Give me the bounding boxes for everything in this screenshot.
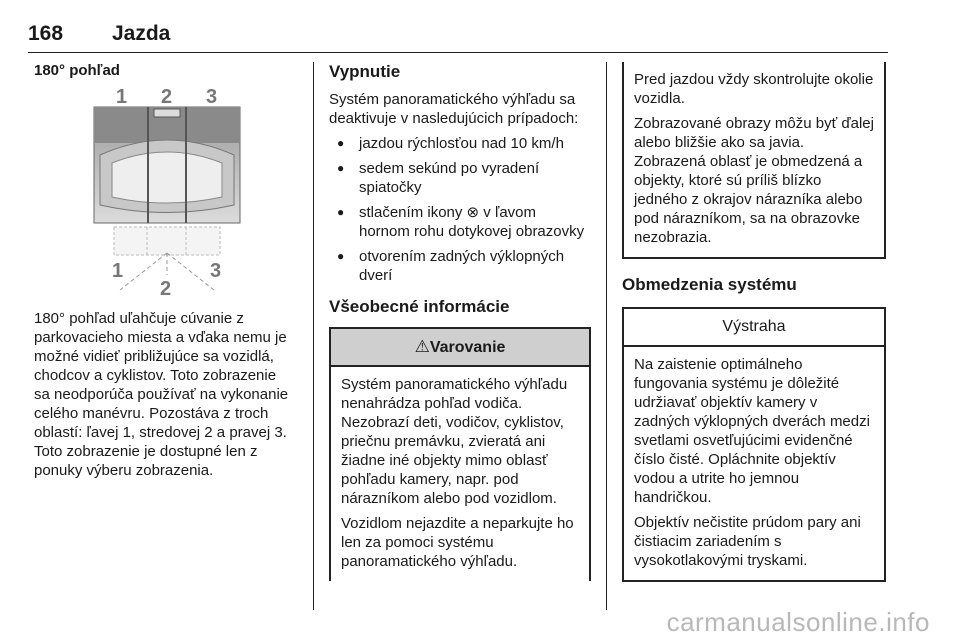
- section-heading-180-view: 180° pohľad: [34, 62, 120, 79]
- watermark: carmanualsonline.info: [666, 607, 930, 637]
- warning-continued-body: [624, 62, 884, 257]
- caution-box: [622, 307, 886, 582]
- warning-body: [331, 367, 589, 581]
- figure-label-bottom-1: 1: [112, 260, 124, 282]
- page-number: 168: [28, 22, 64, 45]
- caution-text-2: Objektív nečistite prúdom pary ani čistiacim zariadením s vysokotlakovými tryskami.: [634, 514, 861, 569]
- list-item: ● jazdou rýchlosťou nad 10 km/h: [329, 134, 591, 153]
- list-item: ● sedem sekúnd po vyradení spiatočky: [329, 159, 591, 197]
- figure-label-top-1: 1: [116, 86, 128, 108]
- list-item: ● otvorením zadných výklopných dverí: [329, 247, 591, 285]
- figure-label-top-3: 3: [206, 86, 218, 108]
- column-right: [622, 62, 886, 582]
- page-header: [28, 18, 888, 53]
- warning-text-2: Vozidlom nejazdite a neparkujte ho len za pomoci systému panoramatického výhľadu.: [341, 515, 574, 570]
- section-heading-limitations: Obmedzenia systému: [622, 275, 797, 294]
- warning-text-1: Systém panoramatického výhľadu nenahrádza pohľad vodiča. Nezobrazí deti, vodičov, cyklistov, priečnu premávku, zvieratá ani žiadne iné objekty mimo oblasť pohľadu kamery, napr. pod nárazníkom alebo pod vozidlom.: [341, 376, 568, 507]
- figure-label-top-2: 2: [161, 86, 173, 108]
- column-left: [34, 62, 296, 480]
- warning-box-continued: [622, 62, 886, 259]
- warning-header: [331, 329, 589, 367]
- warning-continued-text-1: Pred jazdou vždy skontrolujte okolie vozidla.: [634, 71, 874, 107]
- section-heading-deactivation: Vypnutie: [329, 62, 401, 81]
- warning-title: Varovanie: [429, 339, 506, 356]
- section-heading-general-info: Všeobecné informácie: [329, 297, 510, 316]
- column-divider: [606, 62, 607, 610]
- caution-body: [624, 347, 884, 580]
- camera-view-figure: [34, 85, 296, 297]
- column-middle: [329, 62, 591, 581]
- list-item: ● stlačením ikony ⊗ v ľavom hornom rohu dotykovej obrazovky: [329, 203, 591, 241]
- view-description: 180° pohľad uľahčuje cúvanie z parkovacieho miesta a vďaka nemu je možné vidieť približujúce sa vozidlá, chodcov a cyklistov. Toto zobrazenie sa neodporúča používať na vykonanie celého manévru. Pozostáva z troch oblastí: ľavej 1, stredovej 2 a pravej 3. Toto zobrazenie je dostupné len z ponuky výberu zobrazenia.: [34, 310, 289, 479]
- chapter-title: Jazda: [112, 22, 171, 45]
- warning-continued-text-2: Zobrazované obrazy môžu byť ďalej alebo bližšie ako sa javia. Zobrazená oblasť je obmedzená a objekty, ktoré sú príliš blízko jedného z okrajov nárazníka alebo pod nárazníkom, sa na obrazovke nezobrazia.: [634, 115, 874, 246]
- figure-label-bottom-3: 3: [210, 260, 222, 282]
- figure-label-bottom-2: 2: [160, 278, 172, 297]
- column-divider: [313, 62, 314, 610]
- deactivation-list: [329, 134, 591, 285]
- camera-view-illustration: [34, 85, 296, 297]
- warning-triangle-icon: ⚠: [414, 337, 430, 356]
- deactivation-intro: Systém panoramatického výhľadu sa deaktivuje v nasledujúcich prípadoch:: [329, 91, 579, 127]
- caution-title: Výstraha: [624, 309, 884, 347]
- warning-box: [329, 327, 591, 581]
- caution-text-1: Na zaistenie optimálneho fungovania systému je dôležité udržiavať objektív kamery v zadných výklopných dverách medzi svetlami osvetľujúcimi evidenčné číslo čisté. Opláchnite objektív vodou a utrite ho jemnou handričkou.: [634, 356, 870, 506]
